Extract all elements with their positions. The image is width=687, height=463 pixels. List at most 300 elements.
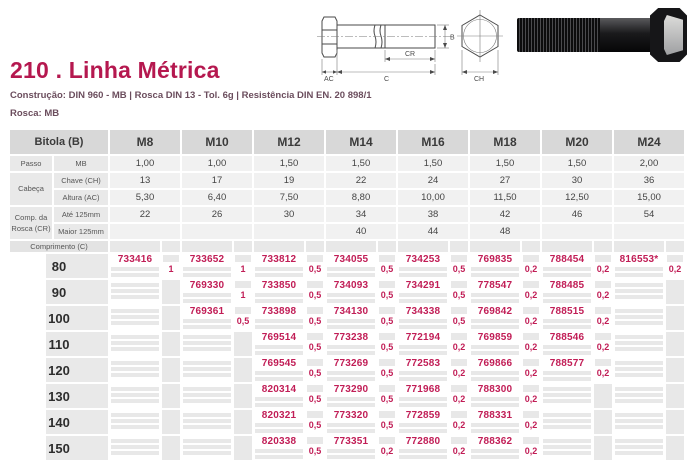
spec-group-cabeca: Cabeça [10, 173, 52, 205]
placeholder-bar [471, 325, 519, 329]
product-code-cell [398, 332, 448, 356]
product-cell-group [470, 358, 540, 382]
placeholder-bar [615, 361, 663, 365]
placeholder-bar [307, 385, 323, 392]
weight-cell [378, 358, 396, 382]
dimension-label-cr: CR [405, 51, 416, 58]
length-row [10, 332, 684, 356]
placeholder-bar [327, 423, 375, 427]
product-cell-group [542, 306, 612, 330]
placeholder-bar [451, 385, 467, 392]
product-code: 788485 [549, 280, 585, 291]
placeholder-bar [615, 425, 663, 429]
product-code: 733898 [261, 306, 297, 317]
placeholder-bar [471, 345, 519, 349]
placeholder-bar [399, 325, 447, 329]
product-cell-group [470, 332, 540, 356]
placeholder-bar [543, 399, 591, 403]
placeholder-bar [399, 455, 447, 459]
placeholder-bar [235, 255, 251, 262]
placeholder-bar [615, 399, 663, 403]
placeholder-bar [327, 351, 375, 355]
product-cell-group [614, 306, 684, 330]
rosca-label: Rosca: MB [10, 108, 60, 119]
product-cell-group [254, 358, 324, 382]
placeholder-bar [183, 335, 231, 339]
weight-cell [666, 332, 684, 356]
length-label: 110 [48, 336, 70, 352]
placeholder-bar [183, 387, 231, 391]
product-code-cell [182, 436, 232, 460]
placeholder-bar [667, 255, 683, 262]
product-cell-group [398, 410, 468, 434]
bitola-columns [110, 130, 684, 154]
placeholder-bar [615, 439, 663, 443]
weight-cell [234, 410, 252, 434]
placeholder-bar [543, 425, 591, 429]
product-code: 769835 [477, 254, 513, 265]
comprimento-group [254, 241, 324, 252]
placeholder-bar [183, 325, 231, 329]
product-cell-group [326, 332, 396, 356]
weight-value: 1 [168, 264, 174, 274]
weight-value: 0,5 [380, 420, 394, 430]
product-cell-group [470, 280, 540, 304]
product-code: 778547 [477, 280, 513, 291]
placeholder-block [666, 384, 684, 408]
comprimento-bar [594, 241, 612, 252]
length-row [10, 306, 684, 330]
spec-value-cell: 7,50 [254, 190, 324, 205]
product-code: 769330 [189, 280, 225, 291]
placeholder-bar [111, 399, 159, 403]
product-code: 772880 [405, 436, 441, 447]
product-code-cell [110, 384, 160, 408]
product-code-cell [614, 280, 664, 304]
product-code-cell [326, 306, 376, 330]
placeholder-bar [255, 423, 303, 427]
comprimento-group [326, 241, 396, 252]
spec-value-cell [110, 224, 180, 239]
placeholder-bar [183, 399, 231, 403]
weight-value: 0,5 [308, 342, 322, 352]
comprimento-bar [522, 241, 540, 252]
placeholder-bar [111, 315, 159, 319]
product-cell-group [470, 410, 540, 434]
bitola-column-header: M8 [110, 130, 180, 154]
placeholder-bar [399, 429, 447, 433]
product-cell-group [398, 384, 468, 408]
product-code-cell [542, 384, 592, 408]
weight-cell [666, 436, 684, 460]
weight-cell [234, 358, 252, 382]
placeholder-block [234, 358, 252, 382]
comprimento-bar [666, 241, 684, 252]
placeholder-bar [327, 345, 375, 349]
comprimento-group [182, 241, 252, 252]
product-cell-group [470, 306, 540, 330]
placeholder-bar [615, 445, 663, 449]
product-code: 820321 [261, 410, 297, 421]
product-code-cell [470, 358, 520, 382]
product-code-cell [614, 384, 664, 408]
weight-cell [234, 306, 252, 330]
placeholder-bar [615, 289, 663, 293]
length-cell [10, 254, 108, 278]
product-code-cell [326, 332, 376, 356]
weight-cell [378, 436, 396, 460]
product-cell-group [254, 384, 324, 408]
product-cell-group [326, 306, 396, 330]
placeholder-bar [451, 281, 467, 288]
placeholder-block [666, 436, 684, 460]
spec-value-row [110, 173, 684, 188]
comprimento-label: Comprimento (C) [10, 241, 108, 252]
product-cell-group [326, 280, 396, 304]
placeholder-bar [399, 319, 447, 323]
product-cell-group [254, 332, 324, 356]
comprimento-group [110, 241, 180, 252]
product-code-cell [254, 306, 304, 330]
product-cell-group [398, 280, 468, 304]
placeholder-bar [111, 451, 159, 455]
weight-value: 0,5 [380, 342, 394, 352]
product-code: 788331 [477, 410, 513, 421]
spec-value-cell [542, 224, 612, 239]
placeholder-bar [595, 281, 611, 288]
spec-values-grid [110, 156, 684, 239]
bitola-column-header: M10 [182, 130, 252, 154]
placeholder-bar [111, 309, 159, 313]
placeholder-bar [111, 393, 159, 397]
placeholder-block [666, 410, 684, 434]
placeholder-block [162, 410, 180, 434]
weight-cell [306, 384, 324, 408]
placeholder-bar [307, 281, 323, 288]
spec-sub-label: Maior 125mm [54, 224, 108, 239]
placeholder-block [162, 358, 180, 382]
placeholder-bar [615, 419, 663, 423]
length-row [10, 254, 684, 278]
product-code-cell [110, 306, 160, 330]
placeholder-bar [255, 267, 303, 271]
product-code-cell [110, 254, 160, 278]
placeholder-bar [615, 267, 663, 271]
dimension-label-ac: AC [324, 76, 334, 82]
placeholder-bar [327, 377, 375, 381]
product-code: 734130 [333, 306, 369, 317]
placeholder-bar [523, 255, 539, 262]
spec-group-comp-rosca: Comp. da Rosca (CR) [10, 207, 52, 239]
weight-value: 1 [240, 290, 246, 300]
spec-sub-label: Chave (CH) [54, 173, 108, 188]
product-code: 816553* [619, 254, 659, 265]
placeholder-bar [523, 359, 539, 366]
weight-cell [162, 254, 180, 278]
product-cell-group [542, 358, 612, 382]
weight-cell [234, 384, 252, 408]
placeholder-bar [523, 385, 539, 392]
bitola-column-header: M14 [326, 130, 396, 154]
product-code-cell [326, 410, 376, 434]
placeholder-bar [399, 267, 447, 271]
placeholder-bar [379, 411, 395, 418]
product-cell-group [254, 254, 324, 278]
weight-cell [234, 332, 252, 356]
placeholder-bar [111, 335, 159, 339]
placeholder-bar [183, 299, 231, 303]
product-code-cell [470, 436, 520, 460]
product-cell-group [326, 384, 396, 408]
weight-cell [450, 384, 468, 408]
product-cell-group [110, 332, 180, 356]
spec-value-cell: 13 [110, 173, 180, 188]
placeholder-bar [255, 377, 303, 381]
product-code-cell [398, 254, 448, 278]
placeholder-bar [183, 341, 231, 345]
weight-value: 0,2 [596, 264, 610, 274]
product-code-cell [326, 436, 376, 460]
placeholder-bar [471, 371, 519, 375]
product-code: 788515 [549, 306, 585, 317]
spec-value-cell: 24 [398, 173, 468, 188]
placeholder-bar [183, 267, 231, 271]
weight-cell [666, 358, 684, 382]
spec-value-cell: 40 [326, 224, 396, 239]
weight-cell [450, 306, 468, 330]
product-cell-group [326, 410, 396, 434]
product-code: 771968 [405, 384, 441, 395]
weight-cell [594, 410, 612, 434]
product-cell-group [254, 306, 324, 330]
placeholder-bar [399, 377, 447, 381]
placeholder-block [162, 436, 180, 460]
placeholder-bar [471, 455, 519, 459]
length-cell [10, 280, 108, 304]
weight-cell [306, 332, 324, 356]
placeholder-bar [595, 307, 611, 314]
weight-cell [522, 384, 540, 408]
weight-value: 0,2 [452, 420, 466, 430]
placeholder-bar [543, 371, 591, 375]
weight-cell [594, 306, 612, 330]
spec-value-cell: 1,50 [542, 156, 612, 171]
placeholder-bar [543, 439, 591, 443]
placeholder-bar [379, 385, 395, 392]
product-code-cell [398, 358, 448, 382]
placeholder-bar [255, 345, 303, 349]
placeholder-bar [327, 371, 375, 375]
product-code-cell [614, 410, 664, 434]
product-cell-group [614, 436, 684, 460]
weight-cell [666, 410, 684, 434]
weight-cell [522, 280, 540, 304]
dimension-label-c: C [384, 76, 390, 82]
placeholder-bar [183, 393, 231, 397]
placeholder-bar [471, 319, 519, 323]
product-cell-group [182, 306, 252, 330]
placeholder-block [594, 436, 612, 460]
product-cell-group [182, 436, 252, 460]
product-code-cell [398, 410, 448, 434]
product-cell-group [542, 384, 612, 408]
placeholder-bar [399, 397, 447, 401]
placeholder-bar [615, 315, 663, 319]
product-cell-group [326, 254, 396, 278]
length-cell [10, 358, 108, 382]
placeholder-bar [615, 283, 663, 287]
product-code-cell [254, 280, 304, 304]
spec-value-cell: 2,00 [614, 156, 684, 171]
product-cell-group [614, 358, 684, 382]
weight-value: 0,5 [308, 290, 322, 300]
placeholder-bar [183, 273, 231, 277]
product-code: 733812 [261, 254, 297, 265]
placeholder-bar [327, 449, 375, 453]
placeholder-bar [379, 437, 395, 444]
placeholder-bar [451, 359, 467, 366]
placeholder-bar [471, 403, 519, 407]
product-code-cell [398, 384, 448, 408]
placeholder-bar [399, 423, 447, 427]
placeholder-bar [615, 367, 663, 371]
placeholder-bar [399, 403, 447, 407]
product-code-cell [470, 384, 520, 408]
product-code: 788577 [549, 358, 585, 369]
placeholder-bar [543, 345, 591, 349]
placeholder-bar [255, 455, 303, 459]
spec-value-cell: 22 [326, 173, 396, 188]
comprimento-bar [378, 241, 396, 252]
placeholder-bar [615, 451, 663, 455]
product-cell-group [326, 358, 396, 382]
placeholder-bar [615, 347, 663, 351]
comprimento-group [470, 241, 540, 252]
product-code-cell [254, 436, 304, 460]
product-code: 733652 [189, 254, 225, 265]
placeholder-bar [595, 255, 611, 262]
weight-cell [594, 358, 612, 382]
bitola-column-header: M24 [614, 130, 684, 154]
spec-value-cell: 48 [470, 224, 540, 239]
placeholder-bar [543, 351, 591, 355]
length-row [10, 436, 684, 460]
placeholder-bar [615, 387, 663, 391]
spec-value-cell: 12,50 [542, 190, 612, 205]
spec-value-cell: 30 [542, 173, 612, 188]
weight-value: 0,5 [380, 290, 394, 300]
length-row [10, 358, 684, 382]
weight-value: 0,2 [452, 342, 466, 352]
placeholder-bar [327, 403, 375, 407]
placeholder-bar [471, 449, 519, 453]
placeholder-bar [399, 351, 447, 355]
placeholder-block [666, 280, 684, 304]
placeholder-bar [523, 333, 539, 340]
spec-value-cell: 54 [614, 207, 684, 222]
spec-value-cell: 27 [470, 173, 540, 188]
placeholder-bar [183, 361, 231, 365]
product-code: 772194 [405, 332, 441, 343]
placeholder-bar [523, 437, 539, 444]
placeholder-bar [307, 411, 323, 418]
spec-value-cell: 1,50 [470, 156, 540, 171]
placeholder-bar [111, 267, 159, 271]
placeholder-bar [615, 413, 663, 417]
product-cell-group [398, 306, 468, 330]
placeholder-bar [255, 403, 303, 407]
length-cell [10, 384, 108, 408]
weight-cell [594, 332, 612, 356]
product-code-cell [542, 332, 592, 356]
placeholder-bar [235, 281, 251, 288]
product-code: 773290 [333, 384, 369, 395]
product-code: 733850 [261, 280, 297, 291]
product-code: 788300 [477, 384, 513, 395]
weight-value: 0,2 [668, 264, 682, 274]
spec-value-cell: 1,50 [398, 156, 468, 171]
placeholder-bar [111, 321, 159, 325]
placeholder-bar [399, 273, 447, 277]
placeholder-bar [379, 255, 395, 262]
placeholder-bar [451, 437, 467, 444]
spec-value-cell: 6,40 [182, 190, 252, 205]
length-row [10, 280, 684, 304]
placeholder-bar [543, 377, 591, 381]
placeholder-bar [183, 367, 231, 371]
placeholder-bar [183, 419, 231, 423]
product-cell-group [614, 332, 684, 356]
product-code: 773238 [333, 332, 369, 343]
placeholder-bar [471, 377, 519, 381]
weight-cell [378, 410, 396, 434]
product-code: 773320 [333, 410, 369, 421]
product-cell-group [182, 384, 252, 408]
product-code-cell [326, 358, 376, 382]
product-cell-group [182, 280, 252, 304]
weight-cell [522, 436, 540, 460]
weight-cell [306, 410, 324, 434]
spec-sub-column [54, 156, 108, 239]
placeholder-bar [399, 449, 447, 453]
weight-value: 0,5 [308, 368, 322, 378]
weight-cell [522, 358, 540, 382]
product-code-cell [614, 358, 664, 382]
product-cell-group [110, 254, 180, 278]
weight-cell [594, 384, 612, 408]
product-code-cell [470, 280, 520, 304]
weight-value: 0,2 [452, 446, 466, 456]
weight-cell [594, 254, 612, 278]
placeholder-bar [183, 439, 231, 443]
product-code: 788454 [549, 254, 585, 265]
weight-cell [162, 436, 180, 460]
weight-cell [162, 306, 180, 330]
product-code-cell [110, 410, 160, 434]
length-label: 80 [51, 258, 67, 274]
product-cell-group [182, 332, 252, 356]
weight-cell [378, 254, 396, 278]
product-code-cell [254, 254, 304, 278]
placeholder-bar [327, 299, 375, 303]
comprimento-bar [450, 241, 468, 252]
product-cell-group [614, 280, 684, 304]
comprimento-group [614, 241, 684, 252]
weight-cell [450, 436, 468, 460]
comprimento-bar [470, 241, 520, 252]
product-code-cell [542, 306, 592, 330]
product-cell-group [110, 410, 180, 434]
